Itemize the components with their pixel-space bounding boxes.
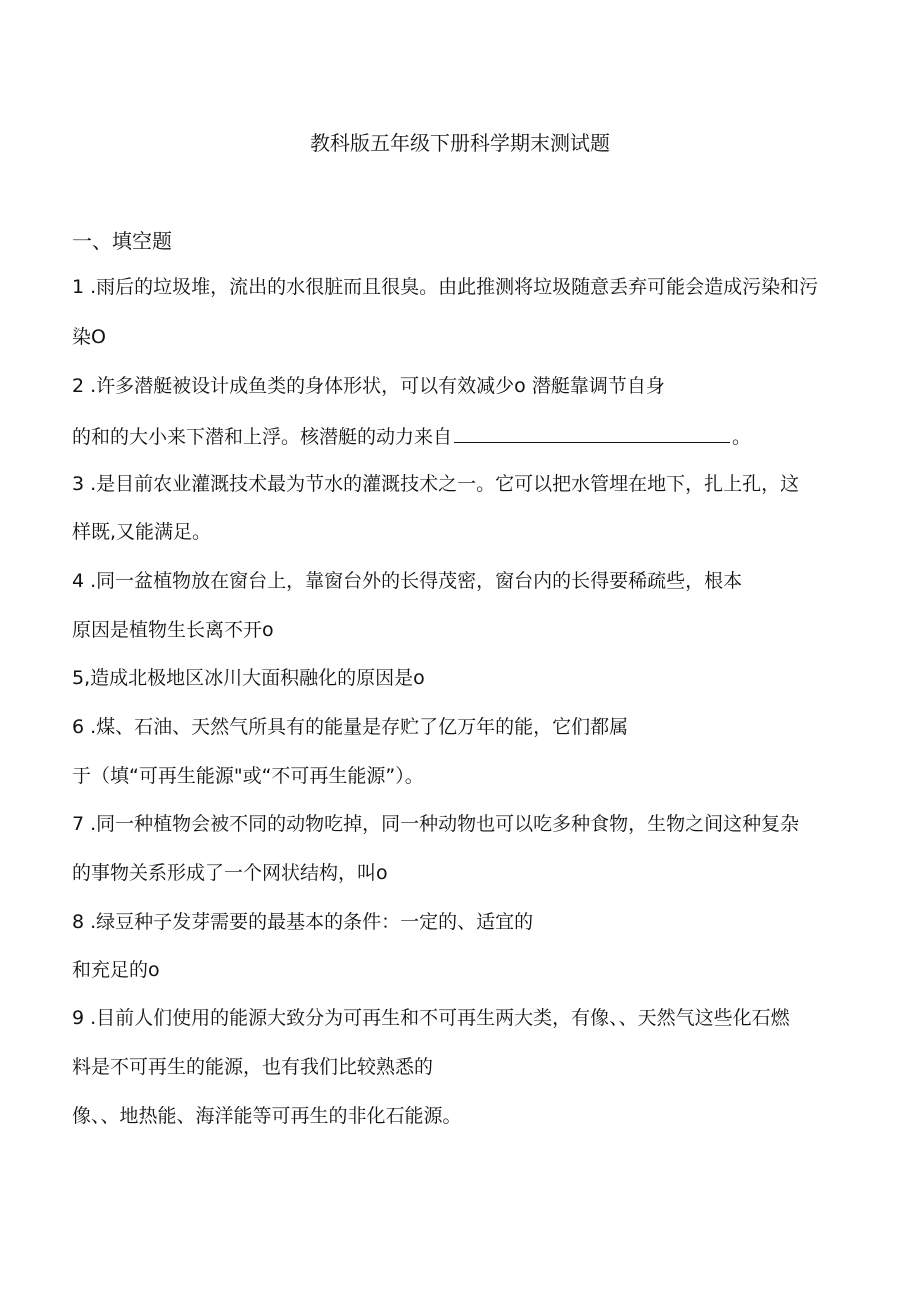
question-4-line-1: 4 .同一盆植物放在窗台上，靠窗台外的长得茂密，窗台内的长得要稀疏些，根本 [72, 570, 743, 592]
question-9-line-2: 料是不可再生的能源，也有我们比较熟悉的 [72, 1056, 434, 1078]
question-9-line-3: 像、、地热能、海洋能等可再生的非化石能源。 [72, 1105, 462, 1127]
section-heading: 一、填空题 [72, 229, 172, 253]
document-title: 教科版五年级下册科学期末测试题 [310, 131, 610, 155]
question-2-text-before-blank: 的和的大小来下潜和上浮。核潜艇的动力来自 [72, 426, 453, 448]
question-2-line-2 [72, 423, 751, 450]
question-9-line-1: 9 .目前人们使用的能源大致分为可再生和不可再生两大类，有像、、天然气这些化石燃 [72, 1007, 790, 1029]
question-7-line-2: 的事物关系形成了一个网状结构，叫o [72, 862, 388, 884]
question-8-line-2: 和充足的o [72, 959, 160, 981]
question-8-line-1: 8 .绿豆种子发芽需要的最基本的条件：一定的、适宜的 [72, 911, 534, 933]
question-5-line-1: 5,造成北极地区冰川大面积融化的原因是o [72, 667, 425, 689]
question-6-line-1: 6 .煤、石油、天然气所具有的能量是存贮了亿万年的能，它们都属 [72, 716, 629, 738]
question-7-line-1: 7 .同一种植物会被不同的动物吃掉，同一种动物也可以吃多种食物，生物之间这种复杂 [72, 813, 800, 835]
question-1-line-2: 染O [72, 326, 106, 348]
question-4-line-2: 原因是植物生长离不开o [72, 619, 274, 641]
question-3-line-2: 样既,又能满足。 [72, 521, 212, 543]
answer-blank[interactable] [454, 423, 730, 443]
question-2-line-1: 2 .许多潜艇被设计成鱼类的身体形状，可以有效减少o 潜艇靠调节自身 [72, 375, 665, 397]
question-1-line-1: 1 .雨后的垃圾堆，流出的水很脏而且很臭。由此推测将垃圾随意丢弃可能会造成污染和污 [72, 276, 819, 298]
question-3-line-1: 3 .是目前农业灌溉技术最为节水的灌溉技术之一。它可以把水管埋在地下，扎上孔，这 [72, 473, 800, 495]
question-2-text-after-blank: 。 [732, 426, 752, 448]
question-6-line-2: 于（填“可再生能源"或“不可再生能源”）。 [72, 765, 424, 787]
